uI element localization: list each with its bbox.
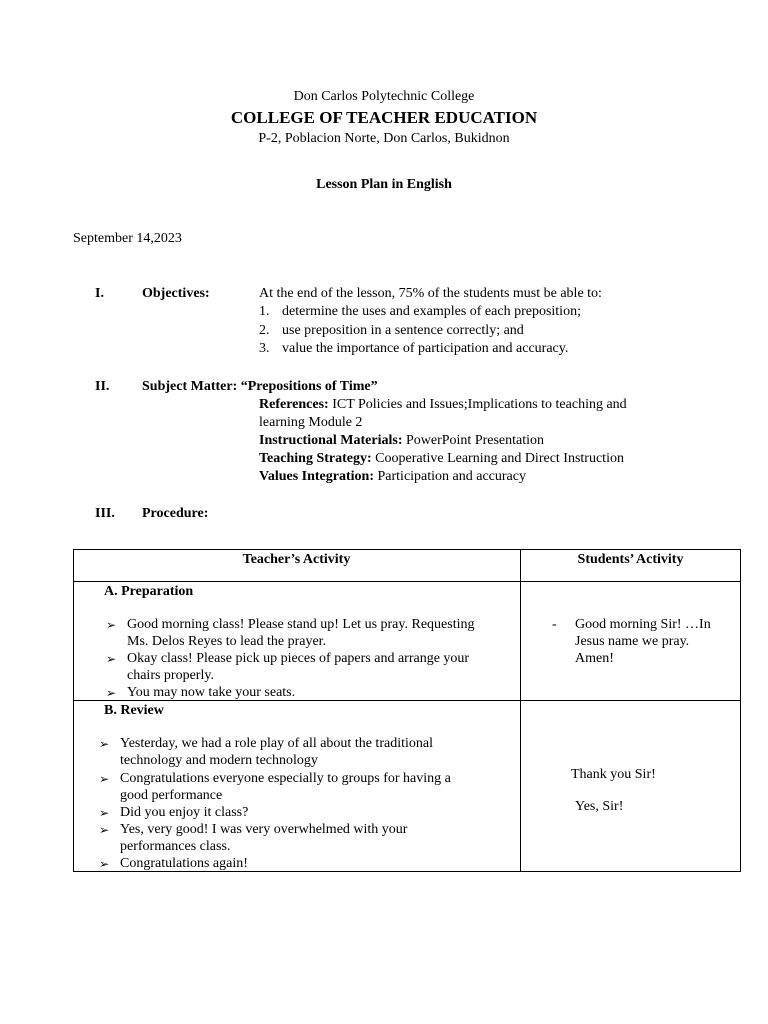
objectives-numeral: I. (95, 286, 104, 301)
department-title: COLLEGE OF TEACHER EDUCATION (230, 108, 538, 127)
review-heading: B. Review (104, 703, 164, 718)
strategy-label: Teaching Strategy: (259, 451, 372, 466)
review-line-4: good performance (120, 788, 223, 803)
bullet-arrow-icon: ➢ (106, 652, 117, 666)
student-response-line-3: Amen! (575, 651, 614, 666)
bullet-arrow-icon: ➢ (106, 686, 117, 700)
bullet-arrow-icon: ➢ (99, 857, 110, 871)
preparation-line-3: Okay class! Please pick up pieces of papers and arrange your (127, 651, 470, 666)
column-divider (520, 549, 521, 872)
student-dash: - (552, 617, 557, 632)
preparation-heading: A. Preparation (104, 584, 194, 599)
objective-1-text: determine the uses and examples of each preposition; (282, 304, 581, 319)
procedure-numeral: III. (95, 506, 115, 521)
document-title: Lesson Plan in English (316, 177, 452, 192)
materials-text: PowerPoint Presentation (405, 433, 545, 448)
values-line (259, 468, 526, 486)
subject-matter-numeral: II. (95, 379, 110, 394)
materials-line (259, 432, 544, 450)
values-label: Values Integration: (259, 469, 374, 484)
references-text-continued: learning Module 2 (259, 415, 363, 430)
values-text: Participation and accuracy (377, 469, 526, 484)
review-line-5: Did you enjoy it class? (120, 805, 249, 820)
objective-3-text: value the importance of participation and accuracy. (282, 341, 569, 356)
preparation-line-2: Ms. Delos Reyes to lead the prayer. (127, 634, 327, 649)
objective-2-number: 2. (259, 323, 270, 338)
bullet-arrow-icon: ➢ (106, 618, 117, 632)
review-line-1: Yesterday, we had a role play of all about the traditional (120, 736, 433, 751)
bullet-arrow-icon: ➢ (99, 806, 110, 820)
materials-label: Instructional Materials: (259, 433, 403, 448)
bullet-arrow-icon: ➢ (99, 737, 110, 751)
bullet-arrow-icon: ➢ (99, 823, 110, 837)
teacher-activity-header: Teacher’s Activity (242, 552, 351, 567)
preparation-line-5: You may now take your seats. (127, 685, 296, 700)
objective-1-number: 1. (259, 304, 270, 319)
student-response-line-1: Good morning Sir! …In (575, 617, 711, 632)
students-activity-header: Students’ Activity (577, 552, 684, 567)
review-line-7: performances class. (120, 839, 231, 854)
preparation-line-4: chairs properly. (127, 668, 214, 683)
bullet-arrow-icon: ➢ (99, 772, 110, 786)
objective-3-number: 3. (259, 341, 270, 356)
objectives-label: Objectives: (142, 286, 210, 301)
references-text: ICT Policies and Issues;Implications to teaching and (332, 397, 627, 412)
student-response-line-2: Jesus name we pray. (575, 634, 690, 649)
preparation-line-1: Good morning class! Please stand up! Let us pray. Requesting (127, 617, 475, 632)
college-address: P-2, Poblacion Norte, Don Carlos, Bukidnon (258, 131, 510, 146)
strategy-text: Cooperative Learning and Direct Instruction (375, 451, 624, 466)
review-line-2: technology and modern technology (120, 753, 318, 768)
procedure-label: Procedure: (142, 506, 209, 521)
references-line (259, 396, 627, 414)
review-line-8: Congratulations again! (120, 856, 248, 871)
objectives-intro: At the end of the lesson, 75% of the students must be able to: (259, 286, 602, 301)
objective-2-text: use preposition in a sentence correctly; and (282, 323, 524, 338)
student-review-response-2: Yes, Sir! (575, 799, 624, 814)
subject-matter-heading (142, 378, 378, 396)
student-review-response-1: Thank you Sir! (571, 767, 656, 782)
review-line-6: Yes, very good! I was very overwhelmed with your (120, 822, 408, 837)
header-divider (73, 581, 741, 582)
subject-matter-label: Subject Matter: (142, 379, 238, 394)
college-name: Don Carlos Polytechnic College (293, 89, 475, 104)
subject-matter-title: “Prepositions of Time” (240, 379, 378, 394)
references-label: References: (259, 397, 329, 412)
review-line-3: Congratulations everyone especially to groups for having a (120, 771, 451, 786)
strategy-line (259, 450, 624, 468)
lesson-date: September 14,2023 (73, 231, 182, 246)
